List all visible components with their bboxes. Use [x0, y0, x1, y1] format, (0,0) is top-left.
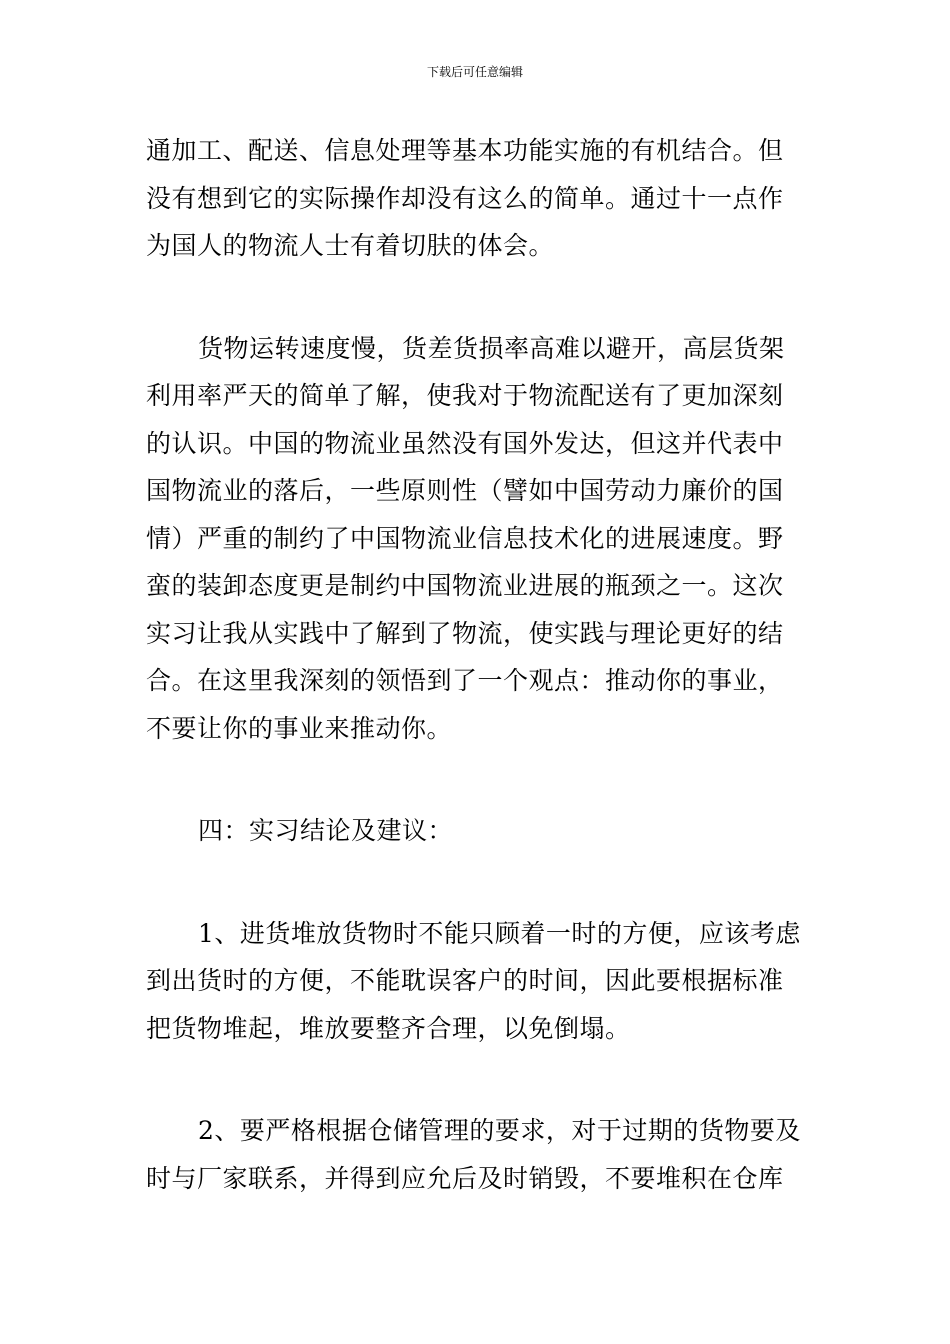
paragraph-gap — [146, 855, 808, 910]
paragraph-gap — [146, 752, 808, 807]
page-header: 下载后可任意编辑 — [426, 65, 523, 79]
section-heading — [146, 807, 808, 855]
text-line: 国物流业的落后，一些原则性（譬如中国劳动力廉价的国 — [146, 476, 784, 505]
text-line: 情）严重的制约了中国物流业信息技术化的进展速度。野 — [146, 523, 784, 553]
text-line: 货物运转速度慢，货差货损率高难以避开，高层货架 — [198, 333, 785, 363]
text-line: 没有想到它的实际操作却没有这么的简单。通过十一点作 — [146, 183, 784, 213]
text-line: 利用率严天的简单了解，使我对于物流配送有了更加深刻 — [146, 381, 784, 410]
paragraph-gap — [146, 270, 808, 325]
text-line: 把货物堆起，堆放要整齐合理，以免倒塌。 — [146, 1013, 631, 1043]
paragraph-2 — [146, 325, 808, 753]
paragraph-gap — [146, 1052, 808, 1107]
text-line: 2、要严格根据仓储管理的要求，对于过期的货物要及 — [198, 1116, 801, 1145]
paragraph-item-2 — [146, 1107, 808, 1202]
paragraph-item-1 — [146, 910, 808, 1053]
text-line: 到出货时的方便，不能耽误客户的时间，因此要根据标准 — [146, 966, 784, 995]
text-line: 四：实习结论及建议： — [198, 816, 454, 845]
text-line: 不要让你的事业来推动你。 — [146, 713, 453, 743]
document-body — [146, 127, 808, 1202]
paragraph-1 — [146, 127, 808, 270]
text-line: 时与厂家联系，并得到应允后及时销毁，不要堆积在仓库 — [146, 1163, 784, 1193]
text-line: 通加工、配送、信息处理等基本功能实施的有机结合。但 — [146, 136, 784, 165]
text-line: 1、进货堆放货物时不能只顾着一时的方便，应该考虑 — [198, 918, 801, 948]
text-line: 为国人的物流人士有着切肤的体会。 — [146, 231, 555, 260]
text-line: 合。在这里我深刻的领悟到了一个观点：推动你的事业， — [146, 666, 784, 695]
text-line: 蛮的装卸态度更是制约中国物流业进展的瓶颈之一。这次 — [146, 571, 784, 600]
text-line: 的认识。中国的物流业虽然没有国外发达，但这并代表中 — [146, 428, 784, 458]
text-line: 实习让我从实践中了解到了物流，使实践与理论更好的结 — [146, 618, 784, 648]
